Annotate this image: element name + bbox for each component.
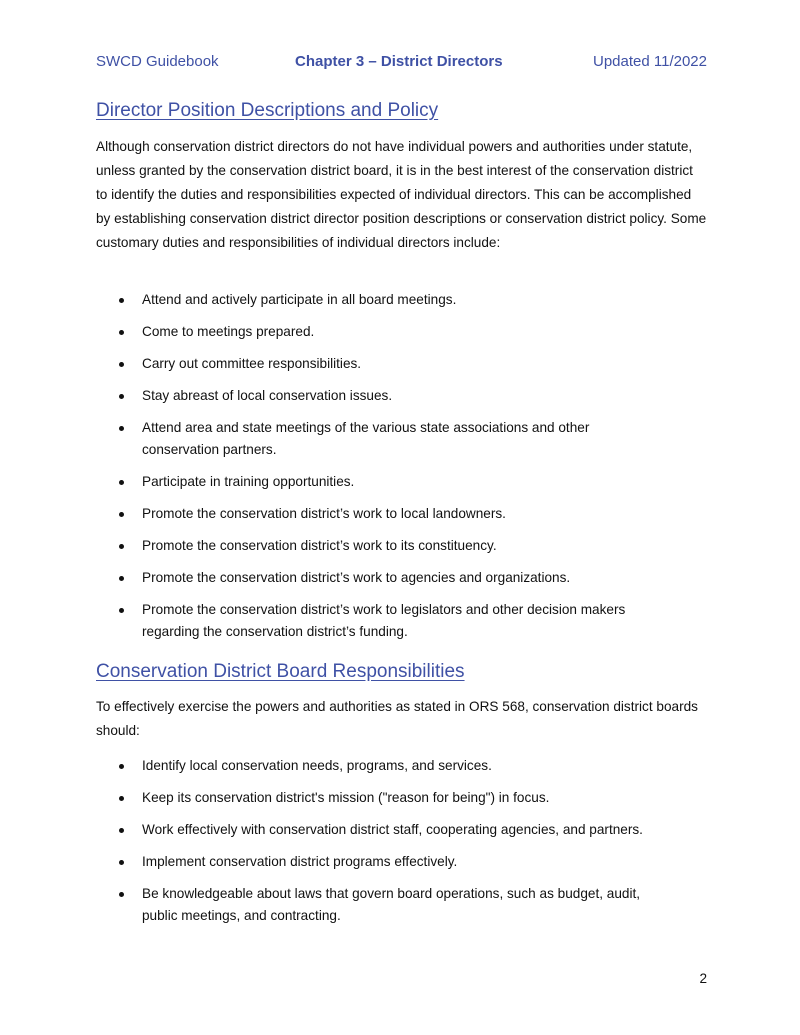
list-item: Implement conservation district programs effectively. [96,851,708,873]
list-item: Attend area and state meetings of the various state associations and other conservation partners. [96,417,708,461]
section-heading-director-position: Director Position Descriptions and Policy [96,100,439,121]
board-responsibilities-list [96,755,708,937]
page-header [96,53,707,73]
list-item: Identify local conservation needs, programs, and services. [96,755,708,777]
list-item: Keep its conservation district's mission ("reason for being") in focus. [96,787,708,809]
list-item: Attend and actively participate in all board meetings. [96,289,708,311]
list-item: Promote the conservation district’s work to local landowners. [96,503,708,525]
list-item: Carry out committee responsibilities. [96,353,708,375]
list-item: Work effectively with conservation district staff, cooperating agencies, and partners. [96,819,708,841]
header-chapter-title: Chapter 3 – District Directors [295,53,503,70]
section2-paragraph: To effectively exercise the powers and authorities as stated in ORS 568, conservation district boards should: [96,699,698,738]
section-heading-board-responsibilities: Conservation District Board Responsibilities [96,661,465,682]
list-item: Stay abreast of local conservation issues. [96,385,708,407]
list-item: Be knowledgeable about laws that govern board operations, such as budget, audit, public meetings, and contracting. [96,883,708,927]
list-item: Promote the conservation district’s work to its constituency. [96,535,708,557]
list-item: Promote the conservation district’s work to agencies and organizations. [96,567,708,589]
list-item: Participate in training opportunities. [96,471,708,493]
page-number: 2 [699,971,707,986]
list-item: Come to meetings prepared. [96,321,708,343]
header-updated-date: Updated 11/2022 [593,53,707,70]
director-duties-list [96,289,708,653]
section1-paragraph: Although conservation district directors do not have individual powers and authorities under statute, unless granted by the conservation district board, it is in the best interest of the conservation district to identify the duties and responsibilities expected of individual directors. This can be accomplished by establishing conservation district director position descriptions or conservation district policy. Some customary duties and responsibilities of individual directors include: [96,139,707,250]
header-guidebook-title: SWCD Guidebook [96,53,219,70]
list-item: Promote the conservation district’s work to legislators and other decision makers regarding the conservation district’s funding. [96,599,708,643]
